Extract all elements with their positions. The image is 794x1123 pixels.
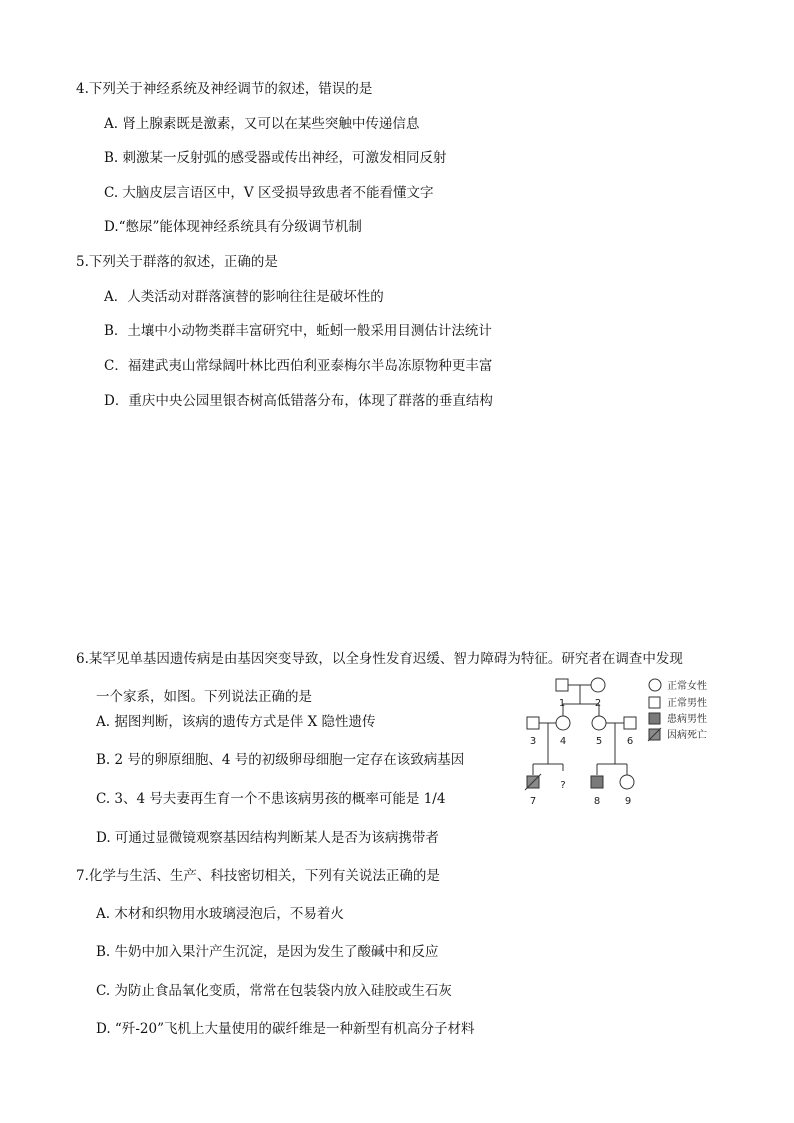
legend-affected-male-icon xyxy=(649,713,660,724)
label-6: 6 xyxy=(626,736,634,747)
question-6-stem-continued: 一个家系，如图。下列说法正确的是 xyxy=(96,689,312,705)
legend-normal-female: 正常女性 xyxy=(667,681,707,692)
question-6-option-c: C. 3、4 号夫妻再生育一个不患该病男孩的概率可能是 1/4 xyxy=(96,791,446,807)
question-5-option-b: B．土壤中小动物类群丰富研究中，蚯蚓一般采用目测估计法统计 xyxy=(104,323,492,339)
question-7-option-b: B. 牛奶中加入果汁产生沉淀，是因为发生了酸碱中和反应 xyxy=(96,944,439,960)
question-7-stem: 7.化学与生活、生产、科技密切相关，下列有关说法正确的是 xyxy=(76,868,440,884)
individual-5-normal-female xyxy=(592,716,606,730)
individual-8-affected-male xyxy=(591,776,603,788)
question-7-option-a: A. 木材和织物用水玻璃浸泡后，不易着火 xyxy=(96,906,344,922)
question-7-option-c: C. 为防止食品氧化变质，常常在包装袋内放入硅胶或生石灰 xyxy=(96,983,452,999)
legend-deceased: 因病死亡 xyxy=(667,730,707,741)
pedigree-diagram xyxy=(518,676,730,808)
question-4-stem: 4.下列关于神经系统及神经调节的叙述，错误的是 xyxy=(76,81,373,97)
label-3: 3 xyxy=(529,736,537,747)
legend-normal-male-icon xyxy=(649,697,660,708)
individual-6-normal-male xyxy=(624,717,636,729)
label-7: 7 xyxy=(529,796,537,807)
label-1: 1 xyxy=(558,698,566,709)
question-5-option-a: A．人类活动对群落演替的影响往往是破坏性的 xyxy=(104,289,384,305)
label-5: 5 xyxy=(595,736,603,747)
question-6-option-a: A. 据图判断，该病的遗传方式是伴 X 隐性遗传 xyxy=(96,714,376,730)
legend-normal-male: 正常男性 xyxy=(667,698,707,709)
question-5-option-c: C．福建武夷山常绿阔叶林比西伯利亚泰梅尔半岛冻原物种更丰富 xyxy=(104,358,493,374)
question-6-option-b: B. 2 号的卵原细胞、4 号的初级卵母细胞一定存在该致病基因 xyxy=(96,752,465,768)
individual-2-normal-female xyxy=(591,678,605,692)
label-8: 8 xyxy=(593,796,601,807)
question-5-option-d: D．重庆中央公园里银杏树高低错落分布，体现了群落的垂直结构 xyxy=(104,393,493,409)
question-5-stem: 5.下列关于群落的叙述，正确的是 xyxy=(76,254,278,270)
question-4-option-c: C. 大脑皮层言语区中，V 区受损导致患者不能看懂文字 xyxy=(104,185,434,201)
question-4-option-b: B. 刺激某一反射弧的感受器或传出神经，可激发相同反射 xyxy=(104,150,447,166)
individual-4-normal-female xyxy=(556,716,570,730)
individual-1-normal-male xyxy=(556,679,568,691)
question-6-stem: 6.某罕见单基因遗传病是由基因突变导致，以全身性发育迟缓、智力障碍为特征。研究者在调查中发现 xyxy=(76,651,683,667)
question-6-option-d: D. 可通过显微镜观察基因结构判断某人是否为该病携带者 xyxy=(96,830,439,846)
question-4-option-d: D.“憋尿”能体现神经系统具有分级调节机制 xyxy=(104,219,362,235)
label-9: 9 xyxy=(624,796,632,807)
question-4-option-a: A. 肾上腺素既是激素，又可以在某些突触中传递信息 xyxy=(104,116,420,132)
individual-9-normal-female xyxy=(620,775,634,789)
individual-3-normal-male xyxy=(527,717,539,729)
label-4: 4 xyxy=(559,736,567,747)
question-7-option-d: D. “歼-20”飞机上大量使用的碳纤维是一种新型有机高分子材料 xyxy=(96,1021,475,1037)
label-question: ? xyxy=(560,780,566,791)
label-2: 2 xyxy=(594,698,602,709)
legend-affected-male: 患病男性 xyxy=(667,714,707,725)
legend-normal-female-icon xyxy=(649,679,661,691)
